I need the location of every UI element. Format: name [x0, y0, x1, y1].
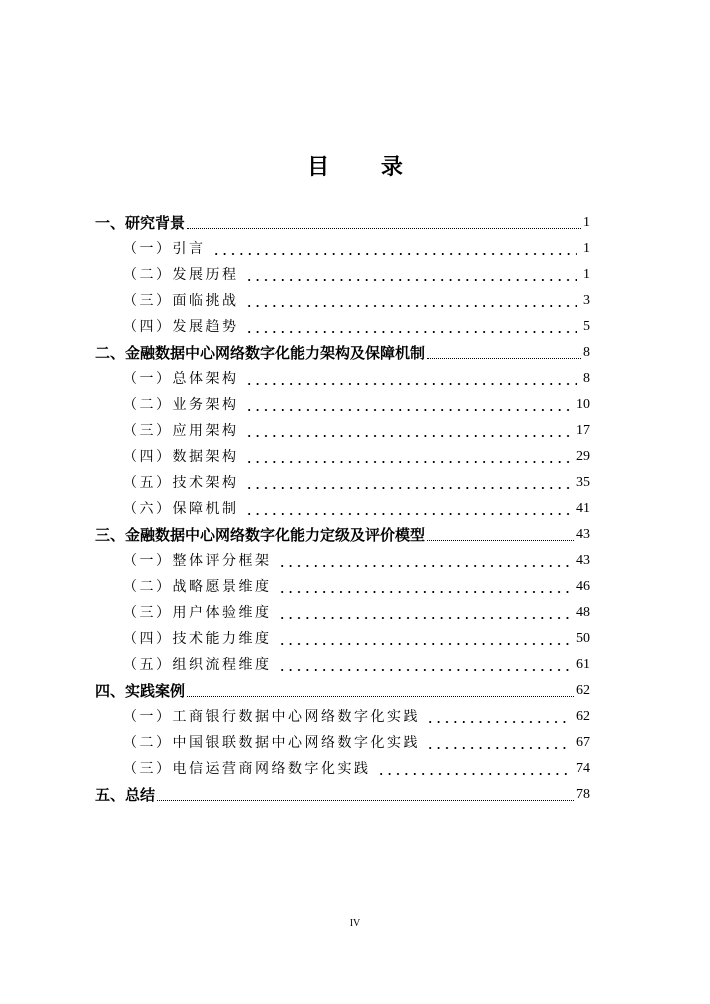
toc-chapter-entry[interactable]	[95, 522, 590, 548]
toc-section-entry[interactable]	[95, 626, 590, 652]
toc-section-entry[interactable]	[95, 470, 590, 496]
toc-section-entry[interactable]	[95, 236, 590, 262]
toc-section-entry[interactable]	[95, 262, 590, 288]
dot-leader	[426, 747, 570, 749]
toc-section-entry[interactable]	[95, 366, 590, 392]
dot-leader	[426, 721, 570, 723]
toc-section-entry[interactable]	[95, 574, 590, 600]
dot-leader	[245, 461, 571, 463]
toc-entry-label: 五、总结	[95, 786, 156, 804]
toc-entry-page: 62	[576, 709, 590, 724]
toc-entry-label: （四）发展趋势	[123, 319, 239, 335]
toc-section-entry[interactable]	[95, 704, 590, 730]
toc-section-entry[interactable]	[95, 444, 590, 470]
toc-entry-page: 3	[583, 293, 590, 308]
toc-entry-page: 43	[576, 553, 590, 568]
dot-leader	[427, 539, 574, 541]
toc-entry-label: （一）总体架构	[123, 371, 239, 387]
toc-entry-page: 29	[576, 449, 590, 464]
dot-leader	[212, 253, 578, 255]
toc-entry-label: 四、实践案例	[95, 682, 186, 700]
toc-section-entry[interactable]	[95, 392, 590, 418]
toc-entry-page: 5	[583, 319, 590, 334]
dot-leader	[427, 357, 581, 359]
toc-entry-page: 8	[583, 345, 590, 360]
dot-leader	[187, 227, 581, 229]
toc-entry-label: （一）工商银行数据中心网络数字化实践	[123, 709, 420, 725]
toc-entry-label: （三）电信运营商网络数字化实践	[123, 761, 371, 777]
toc-chapter-entry[interactable]	[95, 340, 590, 366]
dot-leader	[245, 279, 578, 281]
toc-entry-page: 1	[583, 215, 590, 230]
dot-leader	[278, 591, 571, 593]
toc-entry-label: （三）用户体验维度	[123, 605, 272, 621]
toc-entry-label: （三）面临挑战	[123, 293, 239, 309]
toc-entry-label: （五）技术架构	[123, 475, 239, 491]
toc-section-entry[interactable]	[95, 288, 590, 314]
toc-entry-label: （四）数据架构	[123, 449, 239, 465]
toc-entry-label: （二）战略愿景维度	[123, 579, 272, 595]
toc-entry-label: 二、金融数据中心网络数字化能力架构及保障机制	[95, 344, 426, 362]
dot-leader	[157, 799, 574, 801]
dot-leader	[245, 305, 578, 307]
toc-chapter-entry[interactable]	[95, 782, 590, 808]
toc-entry-label: 一、研究背景	[95, 214, 186, 232]
toc-entry-page: 78	[576, 787, 590, 802]
toc-entry-page: 10	[576, 397, 590, 412]
page-number: IV	[349, 918, 361, 929]
toc-section-entry[interactable]	[95, 756, 590, 782]
toc-entry-page: 50	[576, 631, 590, 646]
table-of-contents	[95, 210, 590, 808]
toc-entry-label: （二）发展历程	[123, 267, 239, 283]
toc-entry-page: 43	[576, 527, 590, 542]
toc-entry-label: （六）保障机制	[123, 501, 239, 517]
toc-entry-page: 67	[576, 735, 590, 750]
toc-chapter-entry[interactable]	[95, 678, 590, 704]
toc-entry-label: （二）业务架构	[123, 397, 239, 413]
toc-entry-page: 46	[576, 579, 590, 594]
dot-leader	[245, 331, 578, 333]
toc-entry-label: （一）引言	[123, 241, 206, 257]
toc-entry-label: （二）中国银联数据中心网络数字化实践	[123, 735, 420, 751]
toc-section-entry[interactable]	[95, 496, 590, 522]
dot-leader	[278, 643, 571, 645]
dot-leader	[278, 669, 571, 671]
toc-entry-page: 74	[576, 761, 590, 776]
dot-leader	[377, 773, 571, 775]
toc-section-entry[interactable]	[95, 418, 590, 444]
toc-entry-page: 41	[576, 501, 590, 516]
dot-leader	[278, 617, 571, 619]
toc-entry-page: 62	[576, 683, 590, 698]
toc-section-entry[interactable]	[95, 652, 590, 678]
dot-leader	[187, 695, 574, 697]
toc-section-entry[interactable]	[95, 600, 590, 626]
toc-entry-label: 三、金融数据中心网络数字化能力定级及评价模型	[95, 526, 426, 544]
toc-section-entry[interactable]	[95, 730, 590, 756]
dot-leader	[245, 487, 571, 489]
toc-chapter-entry[interactable]	[95, 210, 590, 236]
toc-entry-page: 1	[583, 241, 590, 256]
toc-entry-label: （一）整体评分框架	[123, 553, 272, 569]
toc-entry-page: 35	[576, 475, 590, 490]
toc-entry-label: （三）应用架构	[123, 423, 239, 439]
toc-entry-page: 61	[576, 657, 590, 672]
toc-title: 目 录	[307, 155, 425, 180]
dot-leader	[278, 565, 571, 567]
toc-entry-page: 1	[583, 267, 590, 282]
dot-leader	[245, 409, 571, 411]
toc-section-entry[interactable]	[95, 548, 590, 574]
toc-section-entry[interactable]	[95, 314, 590, 340]
dot-leader	[245, 383, 578, 385]
toc-entry-page: 8	[583, 371, 590, 386]
toc-entry-label: （四）技术能力维度	[123, 631, 272, 647]
toc-entry-page: 17	[576, 423, 590, 438]
dot-leader	[245, 435, 571, 437]
toc-entry-page: 48	[576, 605, 590, 620]
toc-entry-label: （五）组织流程维度	[123, 657, 272, 673]
dot-leader	[245, 513, 571, 515]
